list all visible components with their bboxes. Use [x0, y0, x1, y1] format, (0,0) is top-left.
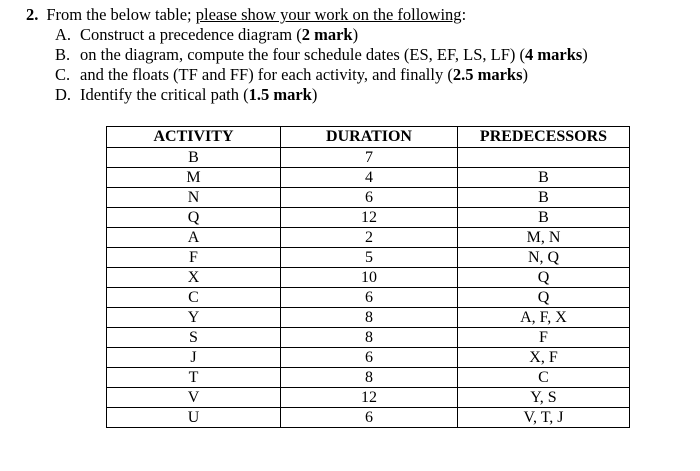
duration-cell: 12 [281, 388, 458, 408]
table-row [107, 148, 630, 168]
part-close: ) [311, 85, 318, 104]
part-text: Construct a precedence diagram ( [80, 25, 302, 44]
duration-cell: 8 [281, 328, 458, 348]
activity-cell: T [107, 368, 281, 388]
question-intro-suffix: : [461, 5, 467, 24]
activity-cell: B [107, 148, 281, 168]
table-row [107, 348, 630, 368]
table-row [107, 368, 630, 388]
predecessors-cell: N, Q [458, 248, 630, 268]
question-number: 2. [26, 5, 39, 24]
part-c [55, 65, 588, 85]
table-header-row [107, 127, 630, 148]
duration-cell: 2 [281, 228, 458, 248]
duration-cell: 5 [281, 248, 458, 268]
duration-cell: 10 [281, 268, 458, 288]
activity-cell: Y [107, 308, 281, 328]
duration-cell: 6 [281, 288, 458, 308]
activity-cell: V [107, 388, 281, 408]
activity-cell: A [107, 228, 281, 248]
predecessors-cell: F [458, 328, 630, 348]
part-text: on the diagram, compute the four schedule dates (ES, EF, LS, LF) ( [80, 45, 525, 64]
duration-cell: 6 [281, 408, 458, 428]
header-duration: DURATION [281, 127, 458, 148]
part-marks: 2 mark [301, 25, 353, 44]
duration-cell: 8 [281, 308, 458, 328]
predecessors-cell: B [458, 208, 630, 228]
predecessors-cell: V, T, J [458, 408, 630, 428]
part-label: B. [55, 45, 71, 64]
part-text: Identify the critical path ( [80, 85, 249, 104]
predecessors-cell: M, N [458, 228, 630, 248]
table-row [107, 288, 630, 308]
question-intro-prefix: From the below table; [46, 5, 196, 24]
part-d [55, 85, 588, 105]
predecessors-cell: B [458, 168, 630, 188]
part-label: D. [55, 85, 72, 104]
part-text: and the floats (TF and FF) for each activity, and finally ( [80, 65, 453, 84]
part-marks: 4 marks [525, 45, 583, 64]
question-heading [26, 5, 466, 25]
activity-cell: S [107, 328, 281, 348]
predecessors-cell: A, F, X [458, 308, 630, 328]
predecessors-cell: Q [458, 268, 630, 288]
part-close: ) [352, 25, 359, 44]
table-row [107, 208, 630, 228]
part-label: A. [55, 25, 72, 44]
activity-cell: U [107, 408, 281, 428]
activity-cell: X [107, 268, 281, 288]
part-marks: 2.5 marks [452, 65, 523, 84]
table-row [107, 328, 630, 348]
part-a [55, 25, 588, 45]
activity-cell: M [107, 168, 281, 188]
header-activity: ACTIVITY [107, 127, 281, 148]
duration-cell: 7 [281, 148, 458, 168]
predecessors-cell: C [458, 368, 630, 388]
predecessors-cell: X, F [458, 348, 630, 368]
table-row [107, 308, 630, 328]
question-parts [55, 25, 588, 105]
activity-cell: J [107, 348, 281, 368]
header-predecessors: PREDECESSORS [458, 127, 630, 148]
activity-cell: N [107, 188, 281, 208]
duration-cell: 6 [281, 348, 458, 368]
duration-cell: 6 [281, 188, 458, 208]
table-row [107, 188, 630, 208]
activity-cell: Q [107, 208, 281, 228]
predecessors-cell [458, 148, 630, 168]
part-close: ) [522, 65, 528, 84]
question-intro-underlined: please show your work on the following [195, 5, 462, 24]
activity-cell: F [107, 248, 281, 268]
duration-cell: 12 [281, 208, 458, 228]
part-label: C. [55, 65, 71, 84]
part-close: ) [582, 45, 588, 64]
activity-cell: C [107, 288, 281, 308]
predecessors-cell: Q [458, 288, 630, 308]
duration-cell: 4 [281, 168, 458, 188]
predecessors-cell: Y, S [458, 388, 630, 408]
predecessors-cell: B [458, 188, 630, 208]
table-row [107, 268, 630, 288]
table-row [107, 408, 630, 428]
table-row [107, 248, 630, 268]
table-row [107, 388, 630, 408]
part-marks: 1.5 mark [248, 85, 312, 104]
part-b [55, 45, 588, 65]
duration-cell: 8 [281, 368, 458, 388]
table-row [107, 228, 630, 248]
schedule-table [106, 126, 630, 428]
table-row [107, 168, 630, 188]
